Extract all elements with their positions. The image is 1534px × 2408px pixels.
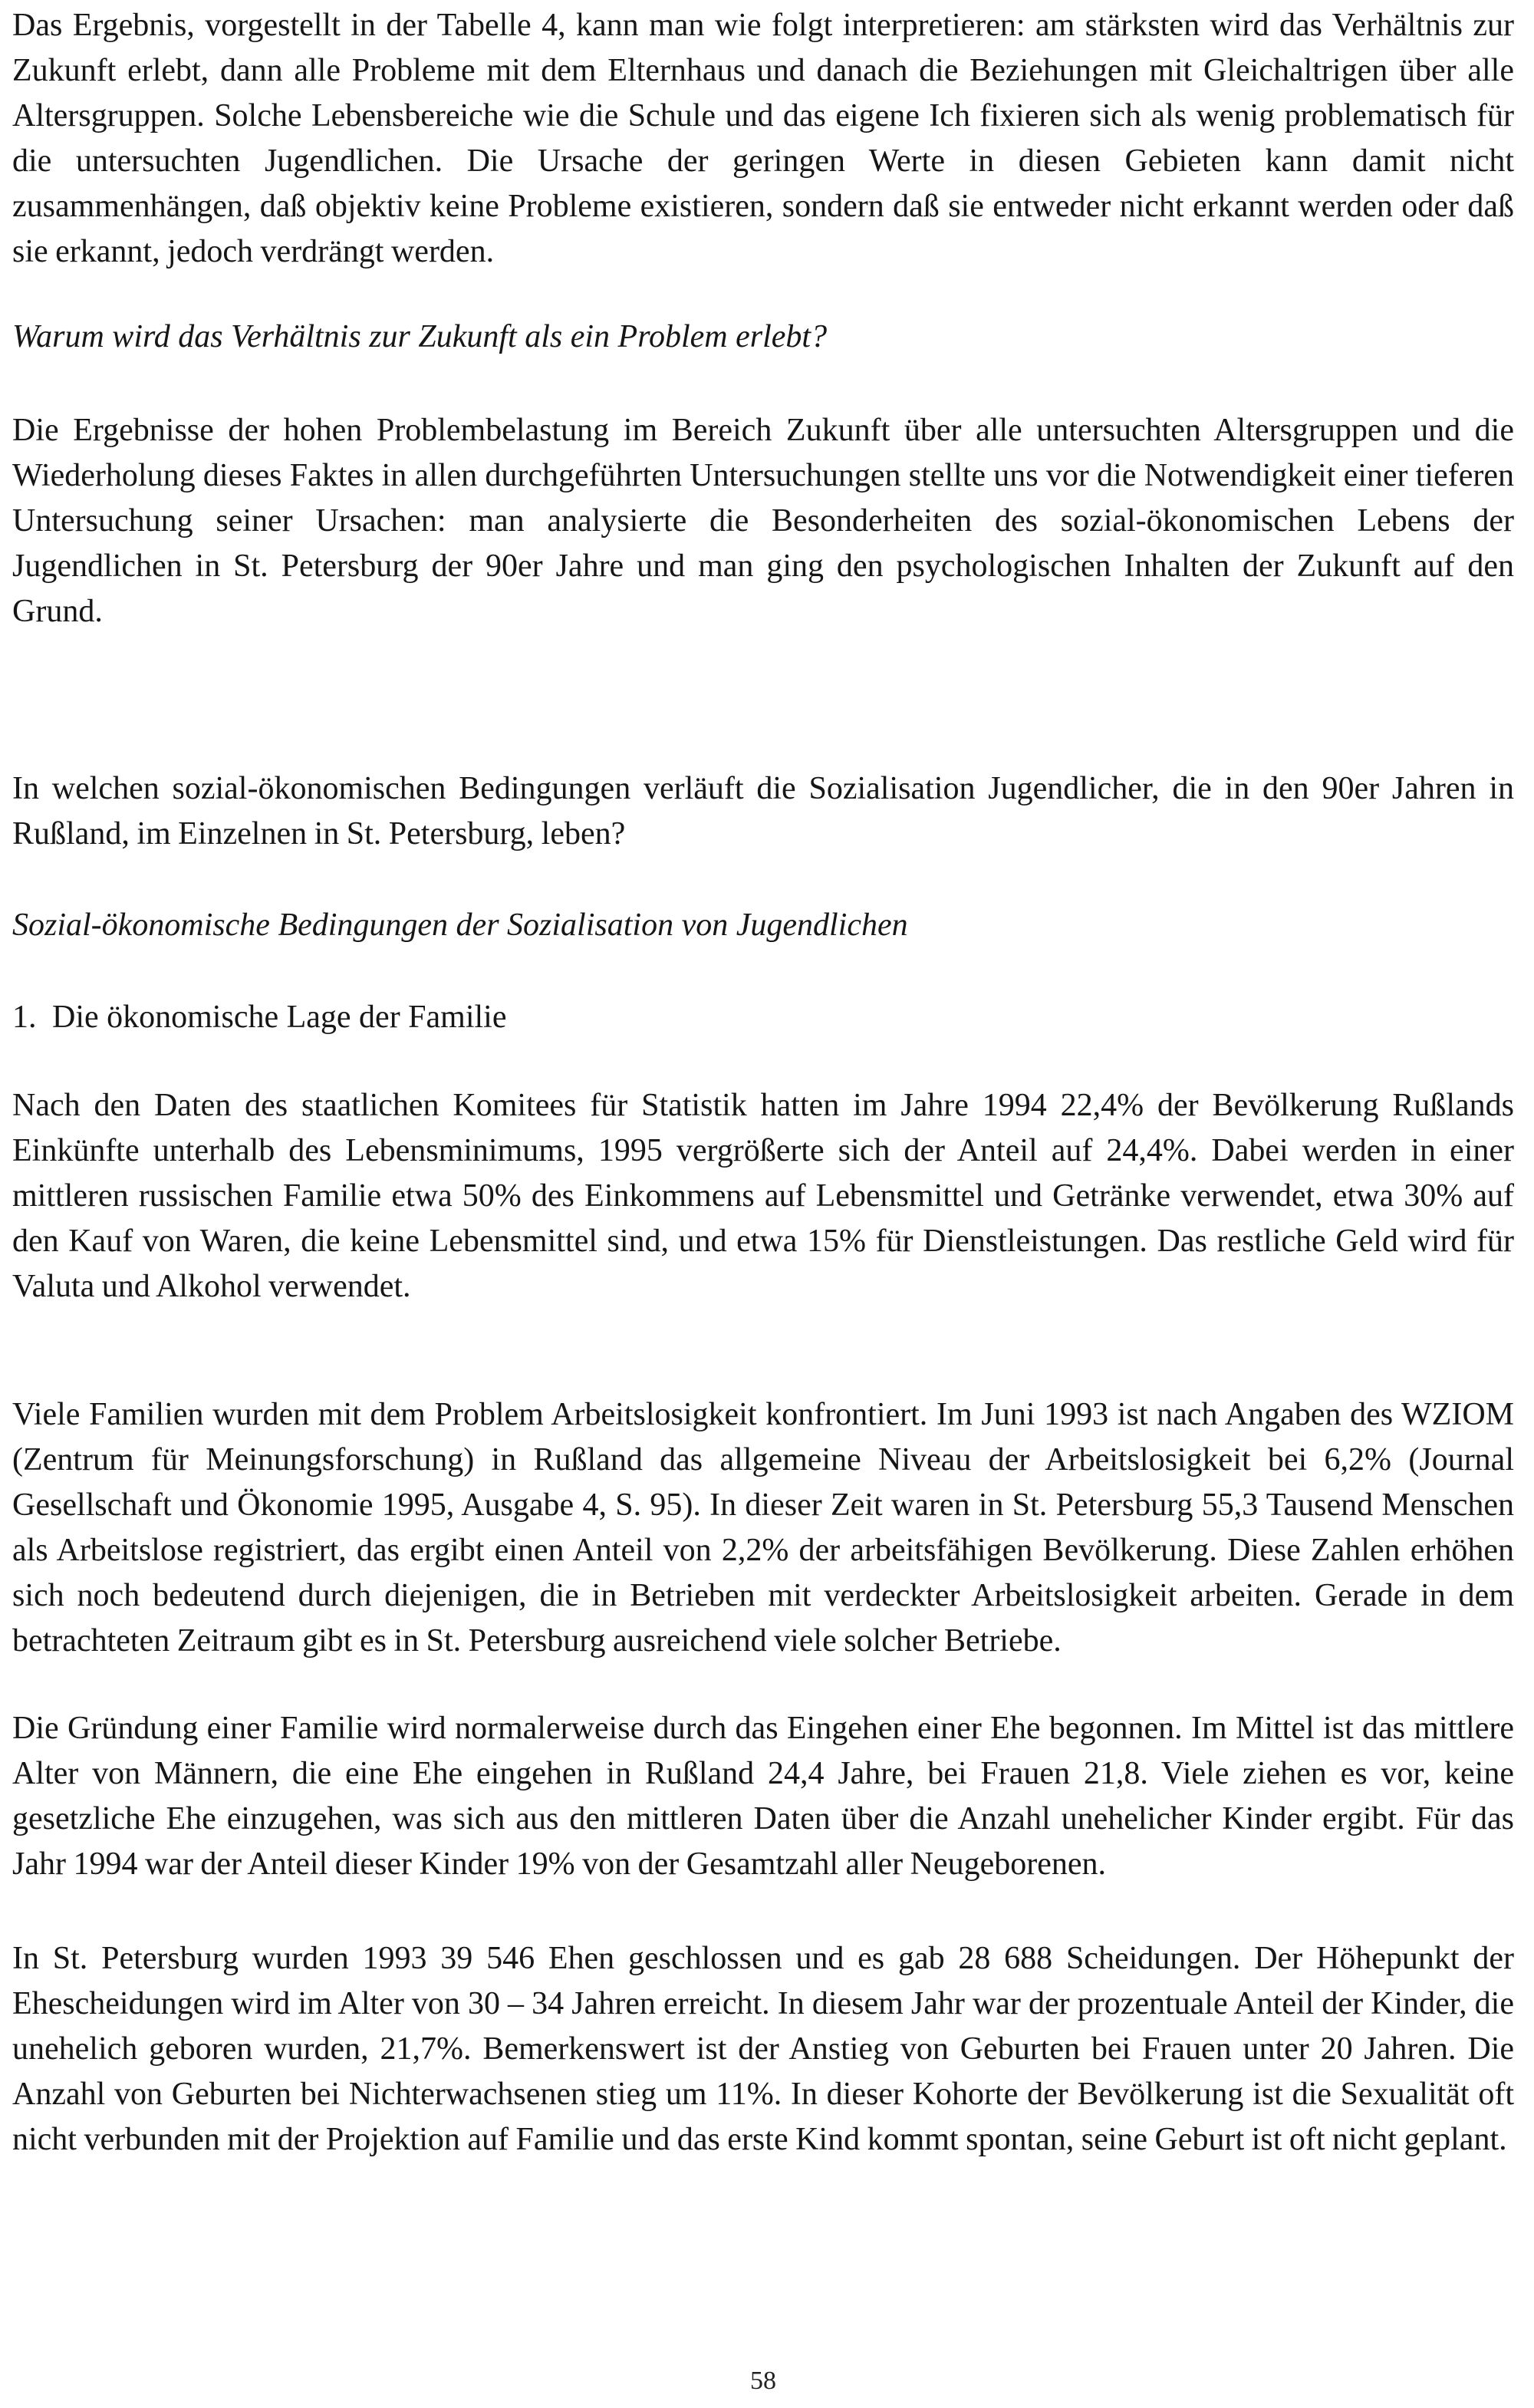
paragraph-socioeconomic-question: In welchen sozial-ökonomischen Bedingungen verläuft die Sozialisation Jugendlicher, die in den 90er Jahren in Rußland, im Einzelnen in St. Petersburg, leben?: [12, 771, 1514, 852]
heading-future-question: Warum wird das Verhältnis zur Zukunft als ein Problem erlebt?: [12, 319, 828, 354]
paragraph-marriage-statistics: In St. Petersburg wurden 1993 39 546 Ehen geschlossen und es gab 28 688 Scheidungen. Der Höhepunkt der Ehescheidungen wird im Alter von 30 – 34 Jahren erreicht. In diesem Jahr war der prozentuale Anteil der Kinder, die unehelich geboren wurden, 21,7%. Bemerkenswert ist der Anstieg von Geburten bei Frauen unter 20 Jahren. Die Anzahl von Geburten bei Nichterwachsenen stieg um 11%. In dieser Kohorte der Bevölkerung ist die Sexualität oft nicht verbunden mit der Projektion auf Familie und das erste Kind kommt spontan, seine Geburt ist oft nicht geplant.: [12, 1941, 1514, 2157]
list-item-economic-situation: [12, 995, 1514, 1040]
page-number: 58: [750, 2367, 776, 2395]
list-item-number: 1.: [12, 1000, 37, 1035]
paragraph-result-interpretation: Das Ergebnis, vorgestellt in der Tabelle 4, kann man wie folgt interpretieren: am stärksten wird das Verhältnis zur Zukunft erlebt, dann alle Probleme mit dem Elternhaus und danach die Beziehungen mit Gleichaltrigen über alle Altersgruppen. Solche Lebensbereiche wie die Schule und das eigene Ich fixieren sich als wenig problematisch für die untersuchten Jugendlichen. Die Ursache der geringen Werte in diesen Gebieten kann damit nicht zusammenhängen, daß objektiv keine Probleme existieren, sondern daß sie entweder nicht erkannt werden oder daß sie erkannt, jedoch verdrängt werden.: [12, 8, 1514, 269]
paragraph-unemployment: Viele Familien wurden mit dem Problem Arbeitslosigkeit konfrontiert. Im Juni 1993 ist nach Angaben des WZIOM (Zentrum für Meinungsforschung) in Rußland das allgemeine Niveau der Arbeitslosigkeit bei 6,2% (Journal Gesellschaft und Ökonomie 1995, Ausgabe 4, S. 95). In dieser Zeit waren in St. Petersburg 55,3 Tausend Menschen als Arbeitslose registriert, das ergibt einen Anteil von 2,2% der arbeitsfähigen Bevölkerung. Diese Zahlen erhöhen sich noch bedeutend durch diejenigen, die in Betrieben mit verdeckter Arbeitslosigkeit arbeiten. Gerade in dem betrachteten Zeitraum gibt es in St. Petersburg ausreichend viele solcher Betriebe.: [12, 1397, 1514, 1659]
heading-socioeconomic-conditions: Sozial-ökonomische Bedingungen der Sozialisation von Jugendlichen: [12, 908, 908, 943]
list-item-text: Die ökonomische Lage der Familie: [52, 1000, 507, 1035]
paragraph-family-formation: Die Gründung einer Familie wird normalerweise durch das Eingehen einer Ehe begonnen. Im Mittel ist das mittlere Alter von Männern, die eine Ehe eingehen in Rußland 24,4 Jahre, bei Frauen 21,8. Viele ziehen es vor, keine gesetzliche Ehe einzugehen, was sich aus den mittleren Daten über die Anzahl unehelicher Kinder ergibt. Für das Jahr 1994 war der Anteil dieser Kinder 19% von der Gesamtzahl aller Neugeborenen.: [12, 1711, 1514, 1882]
paragraph-income-statistics: Nach den Daten des staatlichen Komitees für Statistik hatten im Jahre 1994 22,4% der Bevölkerung Rußlands Einkünfte unterhalb des Lebensminimums, 1995 vergrößerte sich der Anteil auf 24,4%. Dabei werden in einer mittleren russischen Familie etwa 50% des Einkommens auf Lebensmittel und Getränke verwendet, etwa 30% auf den Kauf von Waren, die keine Lebensmittel sind, und etwa 15% für Dienstleistungen. Das restliche Geld wird für Valuta und Alkohol verwendet.: [12, 1088, 1514, 1304]
paragraph-problem-load: Die Ergebnisse der hohen Problembelastung im Bereich Zukunft über alle untersuchten Altersgruppen und die Wiederholung dieses Faktes in allen durchgeführten Untersuchungen stellte uns vor die Notwendigkeit einer tieferen Untersuchung seiner Ursachen: man analysierte die Besonderheiten des sozial-ökonomischen Lebens der Jugendlichen in St. Petersburg der 90er Jahre und man ging den psychologischen Inhalten der Zukunft auf den Grund.: [12, 413, 1514, 629]
document-page: [12, 0, 1514, 2408]
